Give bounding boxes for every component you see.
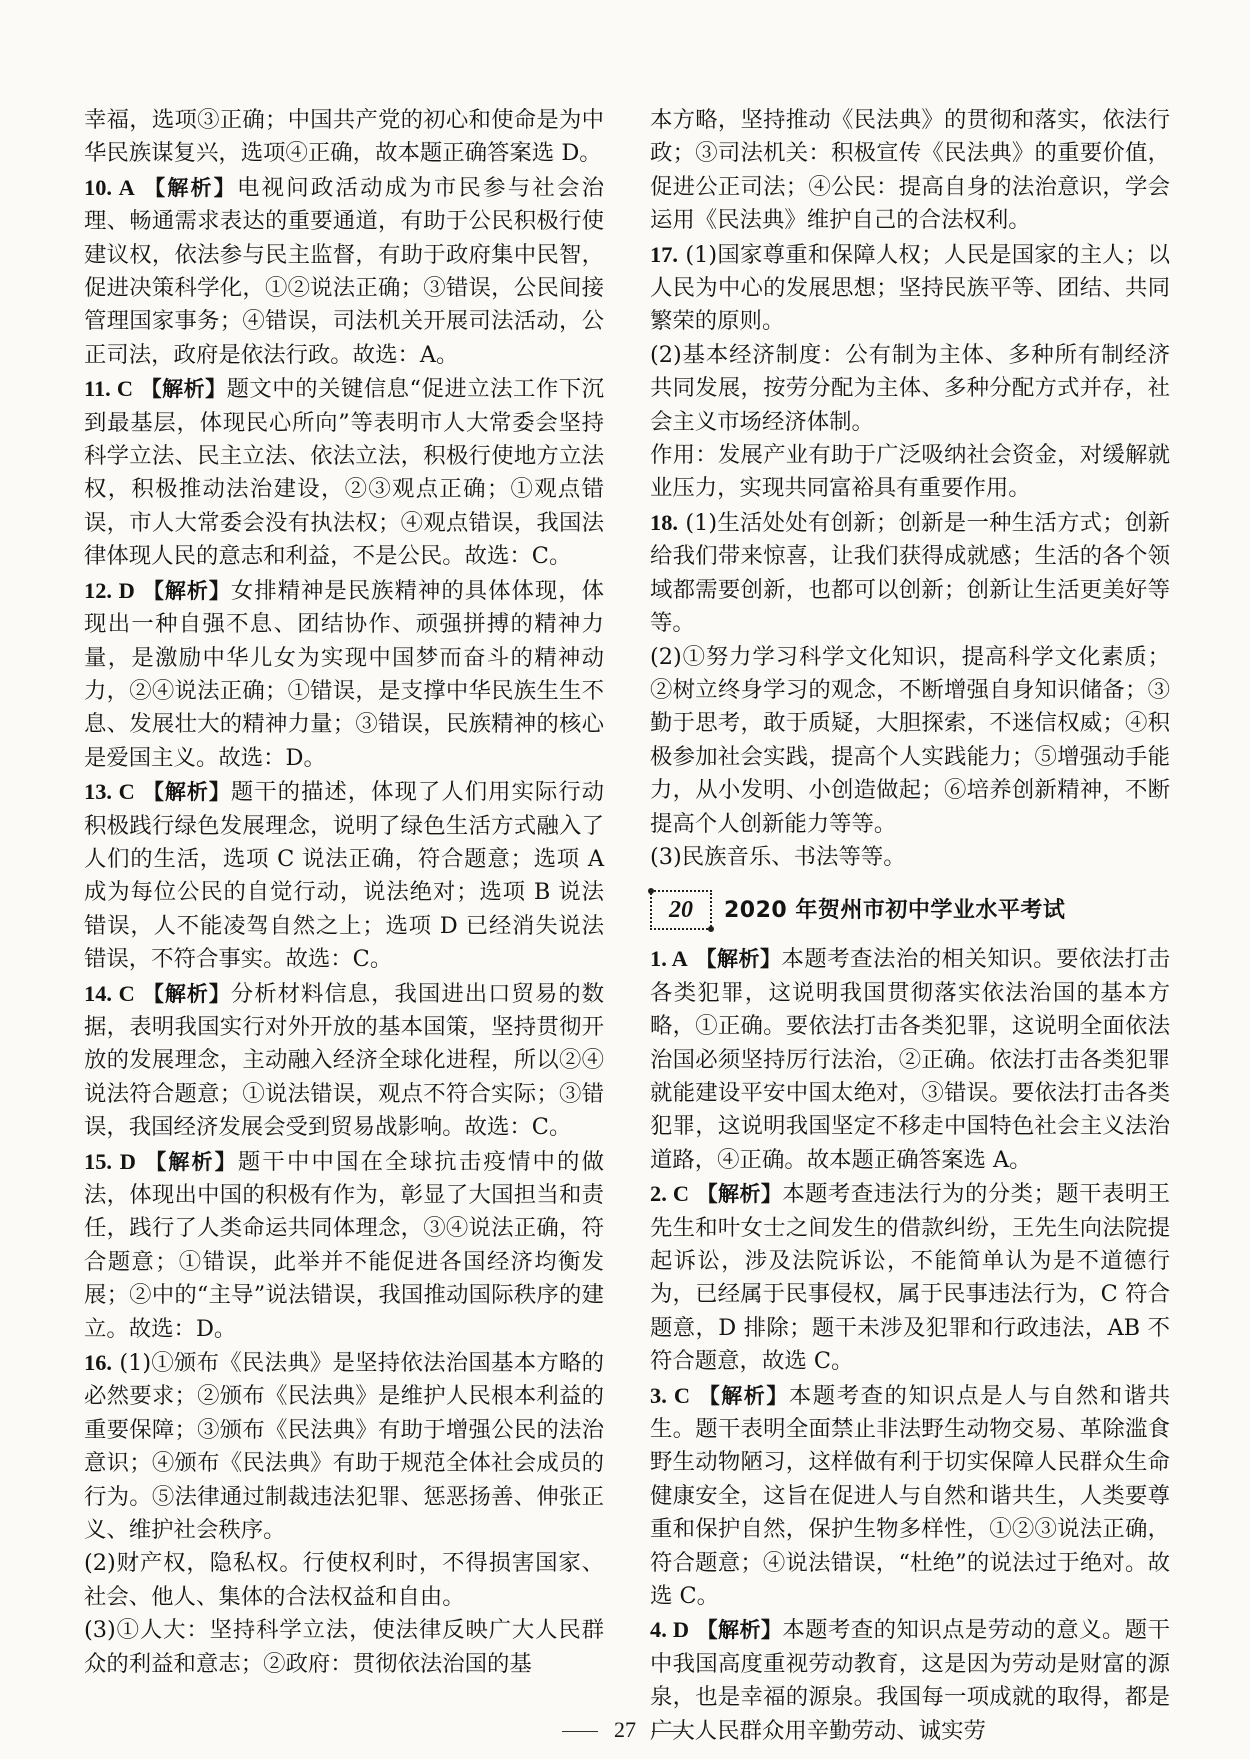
question-number: 3. C [650, 1382, 691, 1408]
question-number: 17. [650, 241, 678, 267]
footer-dash-left [562, 1731, 598, 1732]
answer-text: 题干的描述，体现了人们用实际行动积极践行绿色发展理念，说明了绿色生活方式融入了人们的生活，选项 C 说法正确，符合题意；选项 A 成为每位公民的自觉行动，说法绝对；选项 B 说法错误，人不能凌驾自然之上；选项 D 已经消失说法错误，不符合事实。故选：C。 [84, 779, 605, 973]
question-number: 12. D [84, 577, 135, 603]
analysis-tag: 【解析】 [695, 947, 782, 972]
answer-text: 题文中的关键信息“促进立法工作下沉到最基层，体现民心所向”等表明市人大常委会坚持科学立法、民主立法、依法立法，积极行使地方立法权，积极推动法治建设，②③观点正确；①观点错误，市人大常委会没有执法权；④观点错误，我国法律体现人民的意志和利益，不是公民。故选：C。 [84, 376, 604, 570]
answer-text: (2)①努力学习科学文化知识，提高科学文化素质；②树立终身学习的观念，不断增强自身知识储备；③勤于思考，敢于质疑，大胆探索，不迷信权威；④积极参加社会实践，提高个人实践能力；⑤增强动手能力，从小发明、小创造做起；⑥培养创新精神，不断提高个人创新能力等等。 [650, 643, 1170, 837]
answer-paragraph [84, 1346, 604, 1547]
answer-paragraph [84, 574, 604, 775]
page-number: 27 [614, 1717, 636, 1742]
question-number: 18. [650, 509, 678, 535]
analysis-tag: 【解析】 [142, 981, 231, 1006]
answer-text: 幸福，选项③正确；中国共产党的初心和使命是为中华民族谋复兴，选项④正确，故本题正确答案选 D。 [84, 107, 604, 167]
answer-text: 本题考查的知识点是劳动的意义。题干中我国高度重视劳动教育，这是因为劳动是财富的源泉，也是幸福的源泉。我国每一项成就的取得，都是广大人民群众用辛勤劳动、诚实劳 [650, 1617, 1171, 1744]
answer-paragraph [84, 1145, 604, 1346]
answer-text: 电视问政活动成为市民参与社会治理、畅通需求表达的重要通道，有助于公民积极行使建议权，依法参与民主监督，有助于政府集中民智，促进决策科学化，①②说法正确；③错误，公民间接管理国家事务；④错误，司法机关开展司法活动，公正司法，政府是依法行政。故选：A。 [84, 174, 604, 368]
answer-paragraph [84, 171, 604, 372]
answer-text: 本题考查违法行为的分类；题干表明王先生和叶女士之间发生的借款纠纷，王先生向法院提起诉讼，涉及法院诉讼，不能简单认为是不道德行为，已经属于民事侵权，属于民事违法行为，C 符合题意，D 排除；题干未涉及犯罪和行政违法，AB 不符合题意，故选 C。 [650, 1181, 1171, 1375]
answer-text: (3)民族音乐、书法等等。 [650, 843, 906, 870]
analysis-tag: 【解析】 [696, 1182, 783, 1207]
answer-paragraph [84, 977, 604, 1145]
answer-text: 女排精神是民族精神的具体体现，体现出一种自强不息、团结协作、顽强拼搏的精神力量，是激励中华儿女为实现中国梦而奋斗的精神动力，②④说法正确；①错误，是支撑中华民族生生不息、发展壮大的精神力量；③错误，民族精神的核心是爱国主义。故选：D。 [84, 577, 605, 771]
answer-paragraph [84, 1547, 604, 1614]
section-number: 20 [669, 896, 693, 923]
page-footer [0, 1717, 1250, 1743]
answer-paragraph [650, 641, 1170, 841]
answer-paragraph [84, 104, 604, 171]
answer-paragraph [650, 439, 1170, 506]
answer-paragraph [650, 1177, 1170, 1378]
analysis-tag: 【解析】 [142, 578, 231, 603]
question-number: 1. A [650, 946, 688, 972]
answer-paragraph [84, 1614, 604, 1681]
question-number: 11. C [84, 376, 134, 402]
answer-text: 题干中中国在全球抗击疫情中的做法，体现出中国的积极有作为，彰显了大国担当和责任，践行了人类命运共同体理念，③④说法正确，符合题意；①错误，此举并不能促进各国经济均衡发展；②中的“主导”说法错误，我国推动国际秩序的建立。故选：D。 [84, 1148, 604, 1342]
answer-paragraph [650, 339, 1170, 439]
answer-text: (1)国家尊重和保障人权；人民是国家的主人；以人民为中心的发展思想；坚持民族平等、团结、共同繁荣的原则。 [650, 241, 1170, 335]
answer-paragraph [650, 942, 1170, 1177]
answer-paragraph [650, 506, 1170, 641]
answer-text: 分析材料信息，我国进出口贸易的数据，表明我国实行对外开放的基本国策，坚持贯彻开放的发展理念，主动融入经济全球化进程，所以②④说法符合题意；①说法错误，观点不符合实际；③错误，我国经济发展会受到贸易战影响。故选：C。 [84, 980, 605, 1141]
question-number: 16. [84, 1350, 112, 1376]
analysis-tag: 【解析】 [696, 1618, 783, 1643]
analysis-tag: 【解析】 [145, 1149, 238, 1174]
answer-text: 本题考查的知识点是人与自然和谐共生。题干表明全面禁止非法野生动物交易、革除滥食野生动物陋习，这样做有利于切实保障人民群众生命健康安全，这旨在促进人与自然和谐共生，人类要尊重和保护自然，保护生物多样性，①②③说法正确，符合题意；④说法错误，“杜绝”的说法过于绝对。故选 C。 [650, 1382, 1171, 1610]
answer-paragraph [650, 104, 1170, 238]
answer-text: (2)基本经济制度：公有制为主体、多种所有制经济共同发展，按劳分配为主体、多种分配方式并存，社会主义市场经济体制。 [650, 341, 1170, 435]
question-number: 15. D [84, 1148, 136, 1174]
answer-paragraph [650, 1379, 1170, 1614]
section-number-box [650, 890, 712, 930]
question-number: 4. D [650, 1617, 690, 1643]
question-number: 2. C [650, 1181, 690, 1207]
answer-text: 作用：发展产业有助于广泛吸纳社会资金，对缓解就业压力，实现共同富裕具有重要作用。 [650, 442, 1170, 502]
question-number: 10. A [84, 174, 135, 200]
right-column-bottom [650, 942, 1170, 1748]
answer-paragraph [650, 841, 1170, 874]
answer-paragraph [84, 372, 604, 573]
answer-text: (1)生活处处有创新；创新是一种生活方式；创新给我们带来惊喜，让我们获得成就感；生活的各个领域都需要创新，也都可以创新；创新让生活更美好等等。 [650, 509, 1170, 637]
section-title: 2020 年贺州市初中学业水平考试 [724, 897, 1066, 923]
answer-text: (1)①颁布《民法典》是坚持依法治国基本方略的必然要求；②颁布《民法典》是维护人民根本利益的重要保障；③颁布《民法典》有助于增强公民的法治意识；④颁布《民法典》有助于规范全体社会成员的行为。⑤法律通过制裁违法犯罪、惩恶扬善、伸张正义、维护社会秩序。 [84, 1350, 604, 1544]
analysis-tag: 【解析】 [698, 1383, 789, 1408]
analysis-tag: 【解析】 [142, 780, 231, 805]
answer-text: 本方略，坚持推动《民法典》的贯彻和落实，依法行政；③司法机关：积极宣传《民法典》的重要价值，促进公正司法；④公民：提高自身的法治意识，学会运用《民法典》维护自己的合法权利。 [650, 107, 1170, 234]
answer-paragraph [84, 775, 604, 976]
analysis-tag: 【解析】 [140, 377, 227, 402]
right-column-top [650, 104, 1170, 874]
analysis-tag: 【解析】 [144, 175, 237, 200]
right-column [650, 104, 1170, 1748]
answer-text: (2)财产权，隐私权。行使权利时，不得损害国家、社会、他人、集体的合法权益和自由。 [84, 1550, 604, 1610]
left-column [84, 104, 604, 1681]
footer-dash-right [652, 1731, 688, 1732]
answer-paragraph [650, 238, 1170, 339]
question-number: 13. C [84, 779, 135, 805]
answer-text: (3)①人大：坚持科学立法，使法律反映广大人民群众的利益和意志；②政府：贯彻依法治国的基 [84, 1617, 604, 1677]
answer-text: 本题考查法治的相关知识。要依法打击各类犯罪，这说明我国贯彻落实依法治国的基本方略，①正确。要依法打击各类犯罪，这说明全面依法治国必须坚持厉行法治，②正确。依法打击各类犯罪就能建设平安中国太绝对，③错误。要依法打击各类犯罪，这说明我国坚定不移走中国特色社会主义法治道路，④正确。故本题正确答案选 A。 [650, 946, 1171, 1173]
section-header [650, 884, 1170, 936]
question-number: 14. C [84, 980, 135, 1006]
